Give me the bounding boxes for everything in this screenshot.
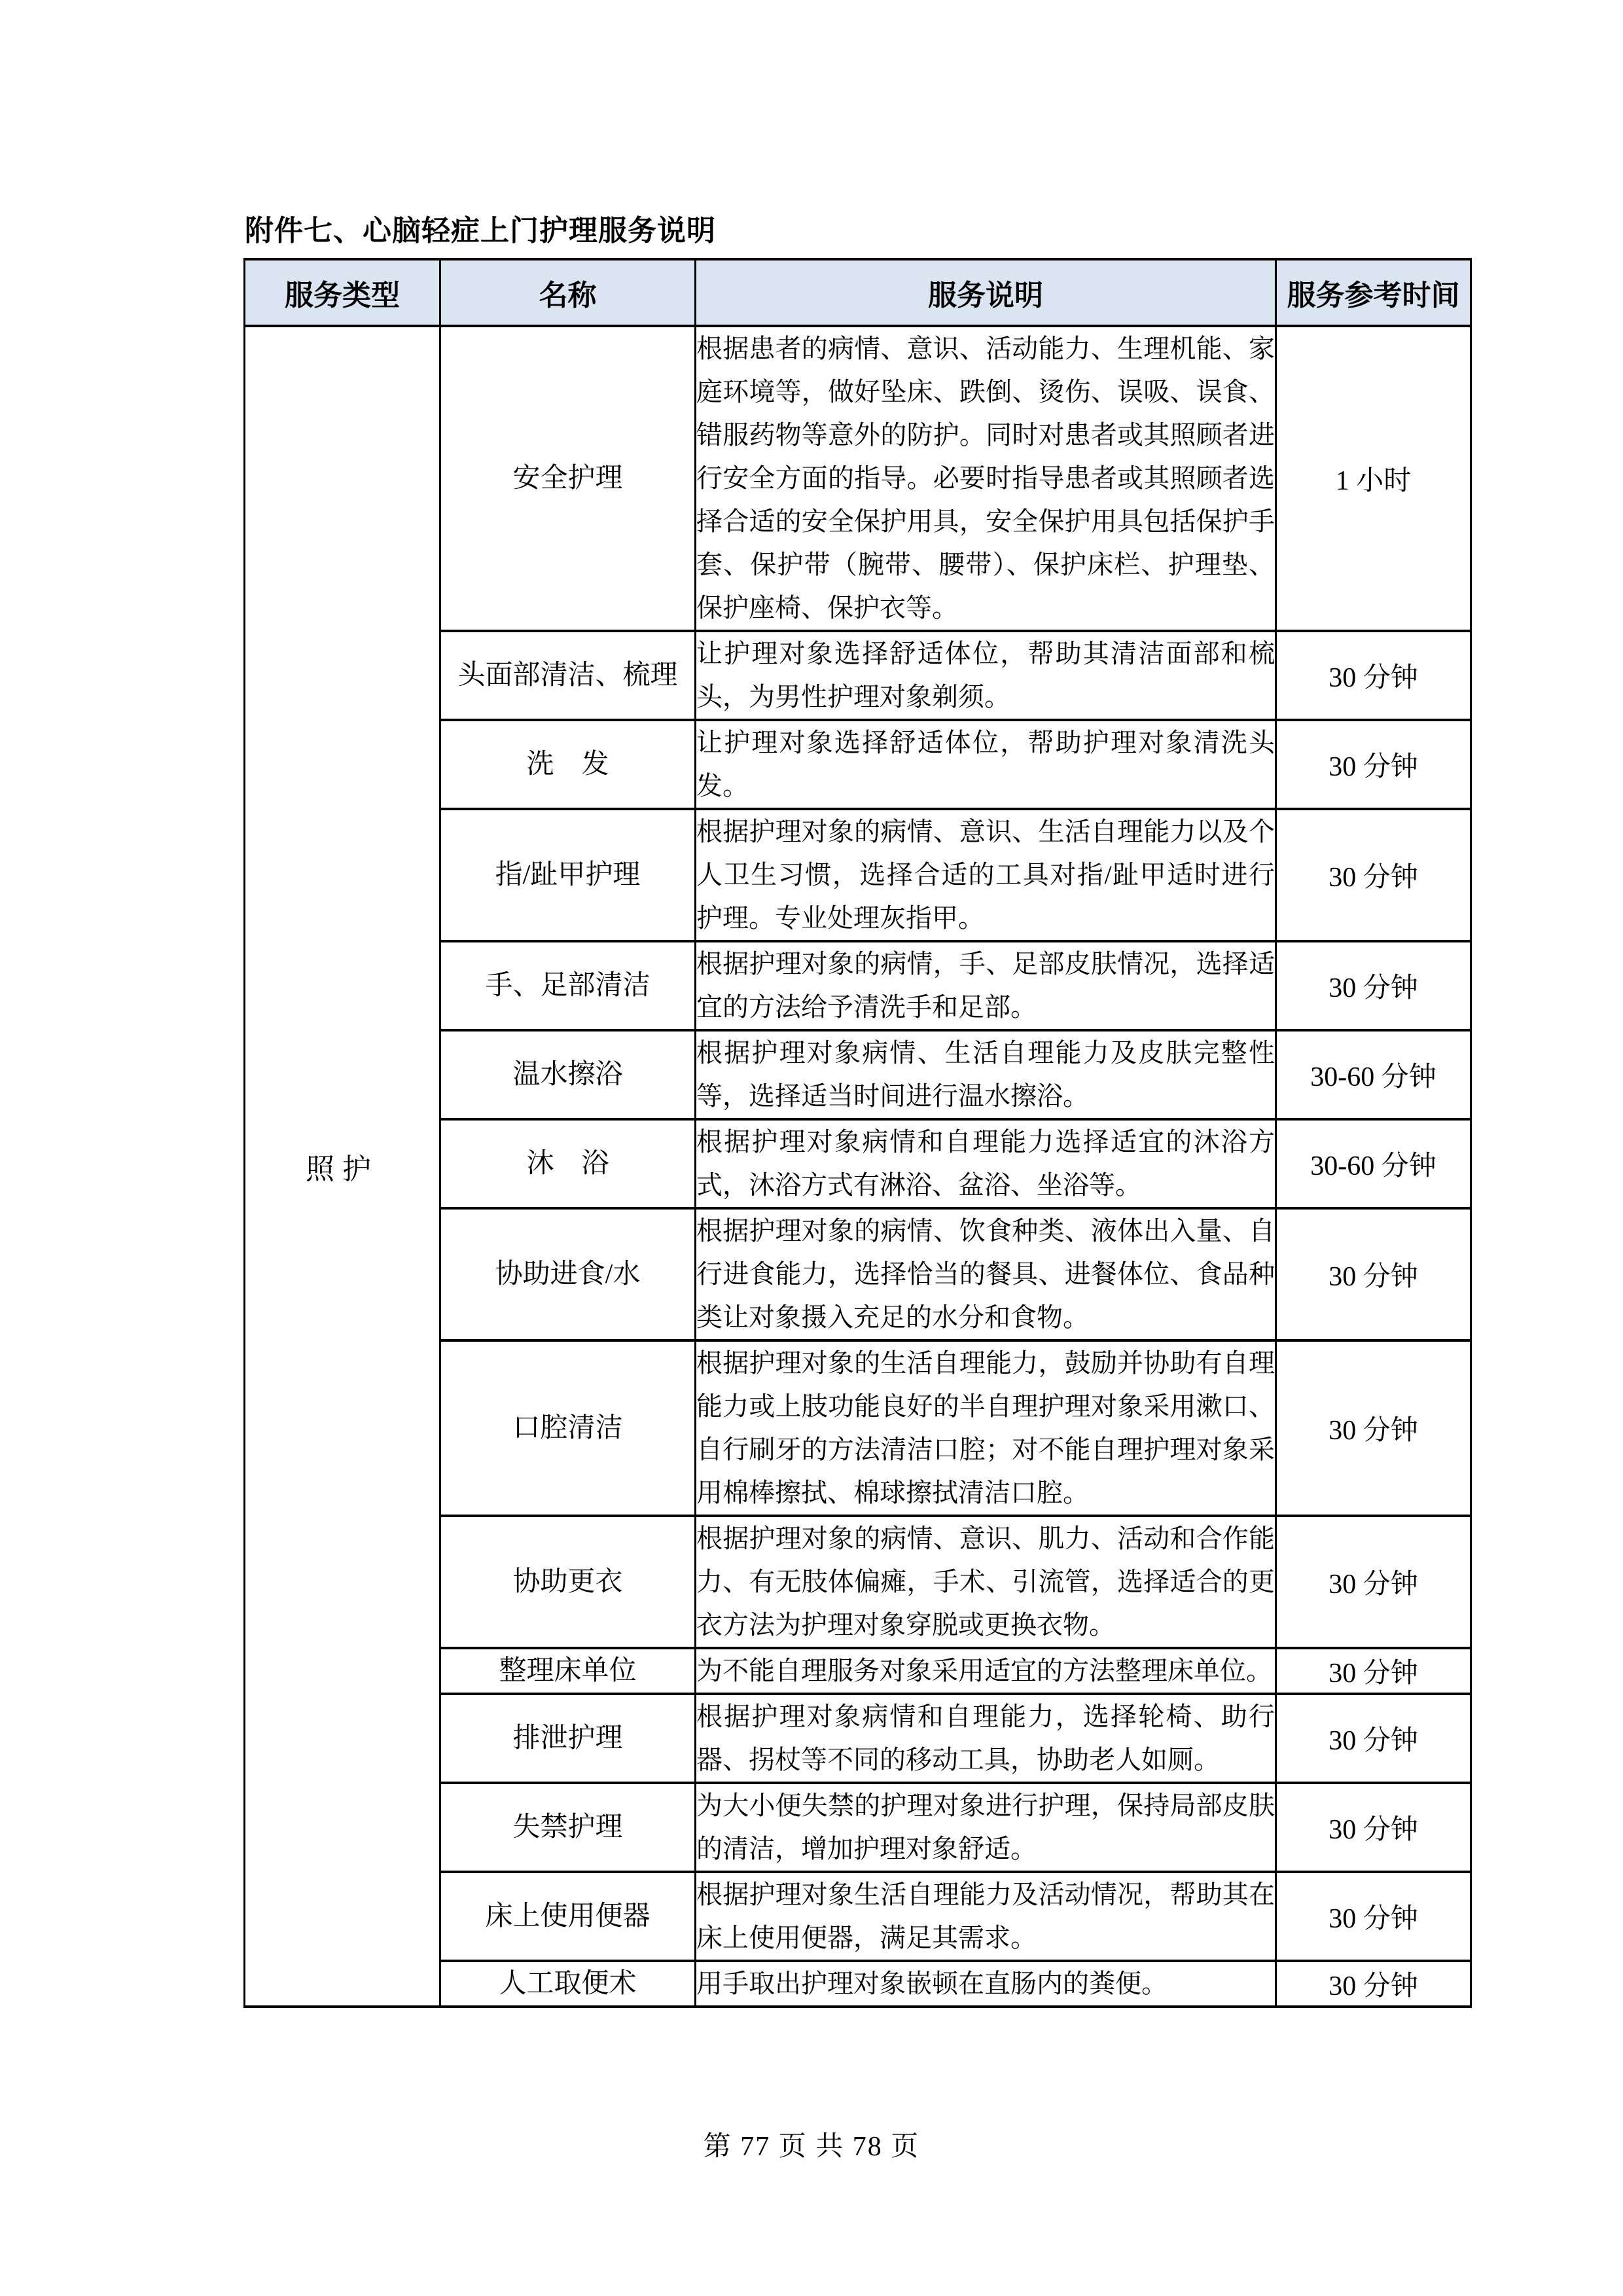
service-name: 协助更衣: [440, 1516, 696, 1648]
service-name: 整理床单位: [440, 1648, 696, 1694]
service-time: 30 分钟: [1276, 809, 1471, 941]
service-name: 床上使用便器: [440, 1872, 696, 1961]
col-header-reference-time: 服务参考时间: [1276, 259, 1471, 326]
service-time: 30 分钟: [1276, 1340, 1471, 1516]
service-time: 30-60 分钟: [1276, 1030, 1471, 1119]
service-time: 30 分钟: [1276, 1648, 1471, 1694]
service-description: 根据护理对象病情和自理能力选择适宜的沐浴方式，沐浴方式有淋浴、盆浴、坐浴等。: [696, 1119, 1276, 1208]
service-name: 头面部清洁、梳理: [440, 631, 696, 720]
col-header-description: 服务说明: [696, 259, 1276, 326]
page-number-footer: 第 77 页 共 78 页: [703, 2132, 920, 2162]
service-description: 为大小便失禁的护理对象进行护理，保持局部皮肤的清洁，增加护理对象舒适。: [696, 1783, 1276, 1872]
table-row: [245, 326, 1471, 631]
table-header-row: [245, 259, 1471, 326]
col-header-name: 名称: [440, 259, 696, 326]
service-time: 30 分钟: [1276, 720, 1471, 809]
service-description: 让护理对象选择舒适体位，帮助其清洁面部和梳头，为男性护理对象剃须。: [696, 631, 1276, 720]
service-name: 温水擦浴: [440, 1030, 696, 1119]
service-description: 根据护理对象的病情、饮食种类、液体出入量、自行进食能力，选择恰当的餐具、进餐体位、食品种类让对象摄入充足的水分和食物。: [696, 1208, 1276, 1340]
service-table: [243, 258, 1472, 2008]
service-name: 排泄护理: [440, 1694, 696, 1783]
service-name: 指/趾甲护理: [440, 809, 696, 941]
service-name: 洗 发: [440, 720, 696, 809]
service-name: 协助进食/水: [440, 1208, 696, 1340]
service-time: 30 分钟: [1276, 631, 1471, 720]
service-time: 30 分钟: [1276, 1208, 1471, 1340]
service-description: 用手取出护理对象嵌顿在直肠内的粪便。: [696, 1961, 1276, 2007]
service-time: 30 分钟: [1276, 941, 1471, 1030]
service-time: 30 分钟: [1276, 1872, 1471, 1961]
service-time: 30 分钟: [1276, 1961, 1471, 2007]
category-cell: 照护: [245, 326, 440, 2007]
service-name: 安全护理: [440, 326, 696, 631]
service-time: 30 分钟: [1276, 1516, 1471, 1648]
service-description: 根据护理对象的病情、意识、生活自理能力以及个人卫生习惯，选择合适的工具对指/趾甲适时进行护理。专业处理灰指甲。: [696, 809, 1276, 941]
service-name: 沐 浴: [440, 1119, 696, 1208]
service-description: 让护理对象选择舒适体位，帮助护理对象清洗头发。: [696, 720, 1276, 809]
service-description: 根据护理对象的生活自理能力，鼓励并协助有自理能力或上肢功能良好的半自理护理对象采用漱口、自行刷牙的方法清洁口腔；对不能自理护理对象采用棉棒擦拭、棉球擦拭清洁口腔。: [696, 1340, 1276, 1516]
service-time: 30-60 分钟: [1276, 1119, 1471, 1208]
service-name: 人工取便术: [440, 1961, 696, 2007]
service-description: 为不能自理服务对象采用适宜的方法整理床单位。: [696, 1648, 1276, 1694]
service-description: 根据患者的病情、意识、活动能力、生理机能、家庭环境等，做好坠床、跌倒、烫伤、误吸、误食、错服药物等意外的防护。同时对患者或其照顾者进行安全方面的指导。必要时指导患者或其照顾者选择合适的安全保护用具，安全保护用具包括保护手套、保护带（腕带、腰带）、保护床栏、护理垫、保护座椅、保护衣等。: [696, 326, 1276, 631]
service-time: 30 分钟: [1276, 1694, 1471, 1783]
service-description: 根据护理对象病情、生活自理能力及皮肤完整性等，选择适当时间进行温水擦浴。: [696, 1030, 1276, 1119]
service-description: 根据护理对象生活自理能力及活动情况，帮助其在床上使用便器，满足其需求。: [696, 1872, 1276, 1961]
service-description: 根据护理对象的病情，手、足部皮肤情况，选择适宜的方法给予清洗手和足部。: [696, 941, 1276, 1030]
service-name: 手、足部清洁: [440, 941, 696, 1030]
service-name: 失禁护理: [440, 1783, 696, 1872]
service-description: 根据护理对象病情和自理能力，选择轮椅、助行器、拐杖等不同的移动工具，协助老人如厕。: [696, 1694, 1276, 1783]
service-time: 1 小时: [1276, 326, 1471, 631]
page-title: 附件七、心脑轻症上门护理服务说明: [245, 215, 716, 247]
col-header-service-type: 服务类型: [245, 259, 440, 326]
service-description: 根据护理对象的病情、意识、肌力、活动和合作能力、有无肢体偏瘫，手术、引流管，选择适合的更衣方法为护理对象穿脱或更换衣物。: [696, 1516, 1276, 1648]
service-time: 30 分钟: [1276, 1783, 1471, 1872]
service-name: 口腔清洁: [440, 1340, 696, 1516]
